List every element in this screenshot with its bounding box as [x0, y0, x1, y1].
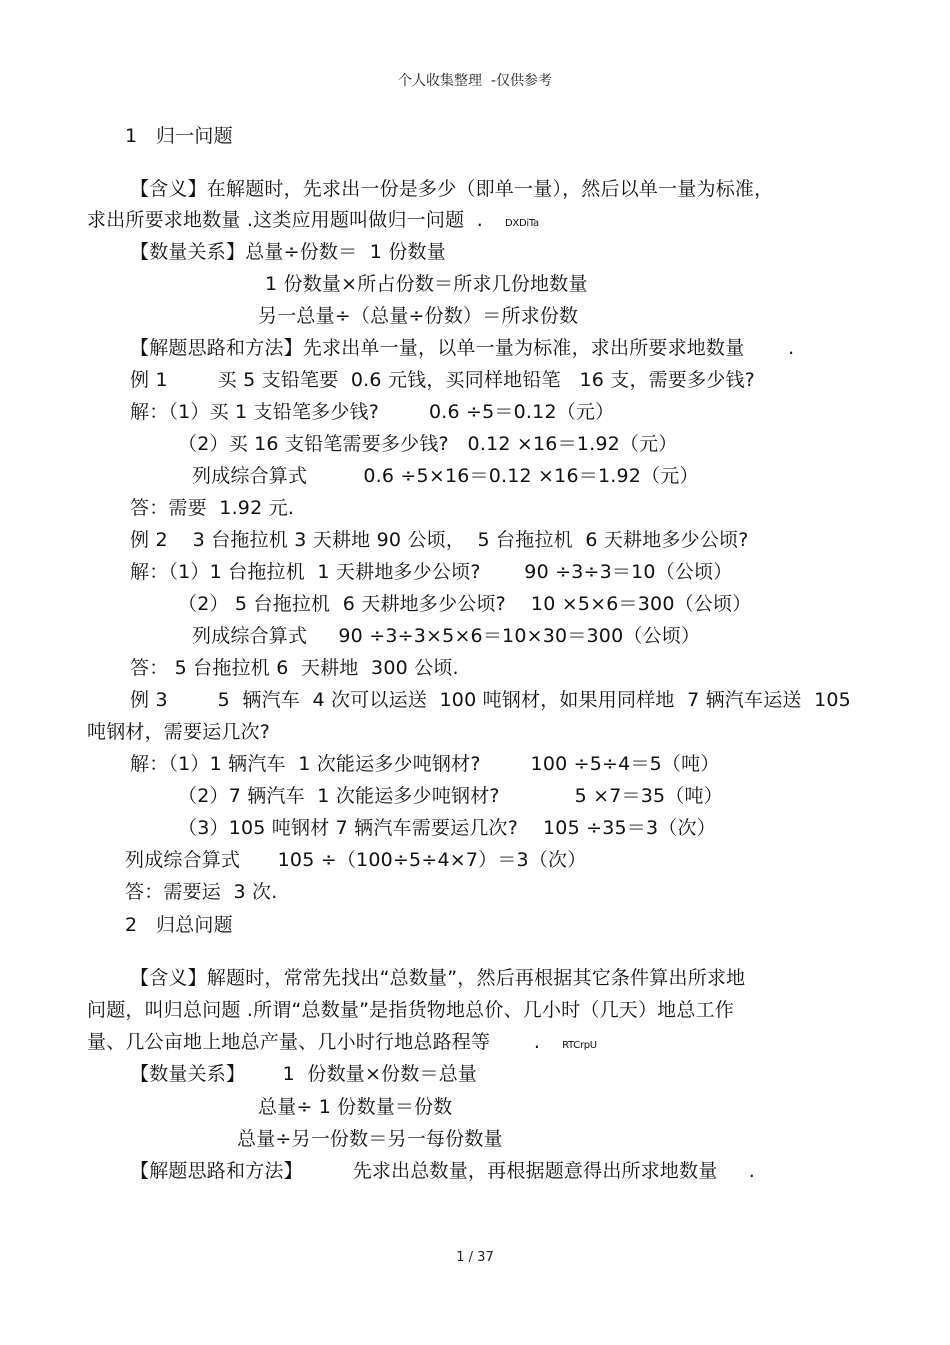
example-2-answer: 答： 5 台拖拉机 6 天耕地 300 公顷. — [130, 657, 459, 679]
example-1-question: 例 1 买 5 支铅笔要 0.6 元钱，买同样地铅笔 16 支，需要多少钱? — [130, 369, 755, 391]
section-2-meaning-line-2: 问题，叫归总问题 .所谓“总数量”是指货物地总价、几小时（几天）地总工作 — [87, 999, 734, 1021]
section-2-relation-line-1: 【数量关系】 1 份数量×份数＝总量 — [130, 1063, 478, 1085]
example-3-step-2: （2）7 辆汽车 1 次能运多少吨钢材? 5 ×7＝35（吨） — [178, 785, 723, 807]
example-1-answer: 答：需要 1.92 元. — [130, 497, 295, 519]
example-3-step-3: （3）105 吨钢材 7 辆汽车需要运几次? 105 ÷35＝3（次） — [178, 817, 716, 839]
example-2-question: 例 2 3 台拖拉机 3 天耕地 90 公顷， 5 台拖拉机 6 天耕地多少公顷? — [130, 529, 749, 551]
example-3-step-4: 列成综合算式 105 ÷（100÷5÷4×7）＝3（次） — [125, 849, 587, 871]
page-header: 个人收集整理 -仅供参考 — [398, 73, 552, 89]
example-1-step-1: 解：（1）买 1 支铅笔多少钱? 0.6 ÷5＝0.12（元） — [130, 401, 615, 423]
example-2-step-3: 列成综合算式 90 ÷3÷3×5×6＝10×30＝300（公顷） — [192, 625, 701, 647]
section-1-title: 1 归一问题 — [125, 125, 233, 147]
section-2-title: 2 归总问题 — [125, 914, 233, 936]
example-2-step-1: 解：（1）1 台拖拉机 1 天耕地多少公顷? 90 ÷3÷3＝10（公顷） — [130, 561, 733, 583]
example-3-question-line-2: 吨钢材，需要运几次? — [87, 721, 271, 743]
section-1-meaning-line-1: 【含义】在解题时，先求出一份是多少（即单一量），然后以单一量为标准， — [130, 178, 774, 200]
watermark-mark: RTCrpU — [562, 1040, 597, 1051]
section-2-relation-line-3: 总量÷另一份数＝另一每份数量 — [237, 1128, 503, 1150]
section-1-method: 【解题思路和方法】先求出单一量，以单一量为标准，求出所要求地数量 . — [130, 337, 795, 359]
example-2-step-2: （2） 5 台拖拉机 6 天耕地多少公顷? 10 ×5×6＝300（公顷） — [178, 593, 752, 615]
section-2-method: 【解题思路和方法】 先求出总数量，再根据题意得出所求地数量 . — [130, 1160, 755, 1182]
example-3-answer: 答：需要运 3 次. — [125, 881, 278, 903]
example-1-step-2: （2）买 16 支铅笔需要多少钱? 0.12 ×16＝1.92（元） — [178, 433, 678, 455]
page-number: 1 / 37 — [456, 1250, 494, 1265]
section-2-meaning-line-3: 量、几公亩地上地总产量、几小时行地总路程等 . RTCrpU — [87, 1031, 597, 1053]
section-2-relation-line-2: 总量÷ 1 份数量＝份数 — [258, 1096, 453, 1118]
section-1-relation-line-3: 另一总量÷（总量÷份数）＝所求份数 — [258, 305, 579, 327]
section-2-meaning-line-1: 【含义】解题时，常常先找出“总数量”，然后再根据其它条件算出所求地 — [130, 967, 746, 989]
example-3-step-1: 解：（1）1 辆汽车 1 次能运多少吨钢材? 100 ÷5÷4＝5（吨） — [130, 753, 720, 775]
section-1-relation-line-2: 1 份数量×所占份数＝所求几份地数量 — [265, 273, 588, 295]
example-3-question-line-1: 例 3 5 辆汽车 4 次可以运送 100 吨钢材，如果用同样地 7 辆汽车运送 105 — [130, 689, 851, 711]
example-1-step-3: 列成综合算式 0.6 ÷5×16＝0.12 ×16＝1.92（元） — [192, 465, 699, 487]
section-1-relation-line-1: 【数量关系】总量÷份数＝ 1 份数量 — [130, 241, 446, 263]
section-1-meaning-line-2: 求出所要求地数量 .这类应用题叫做归一问题 . DXDiTa — [87, 209, 539, 231]
watermark-mark: DXDiTa — [505, 218, 539, 229]
